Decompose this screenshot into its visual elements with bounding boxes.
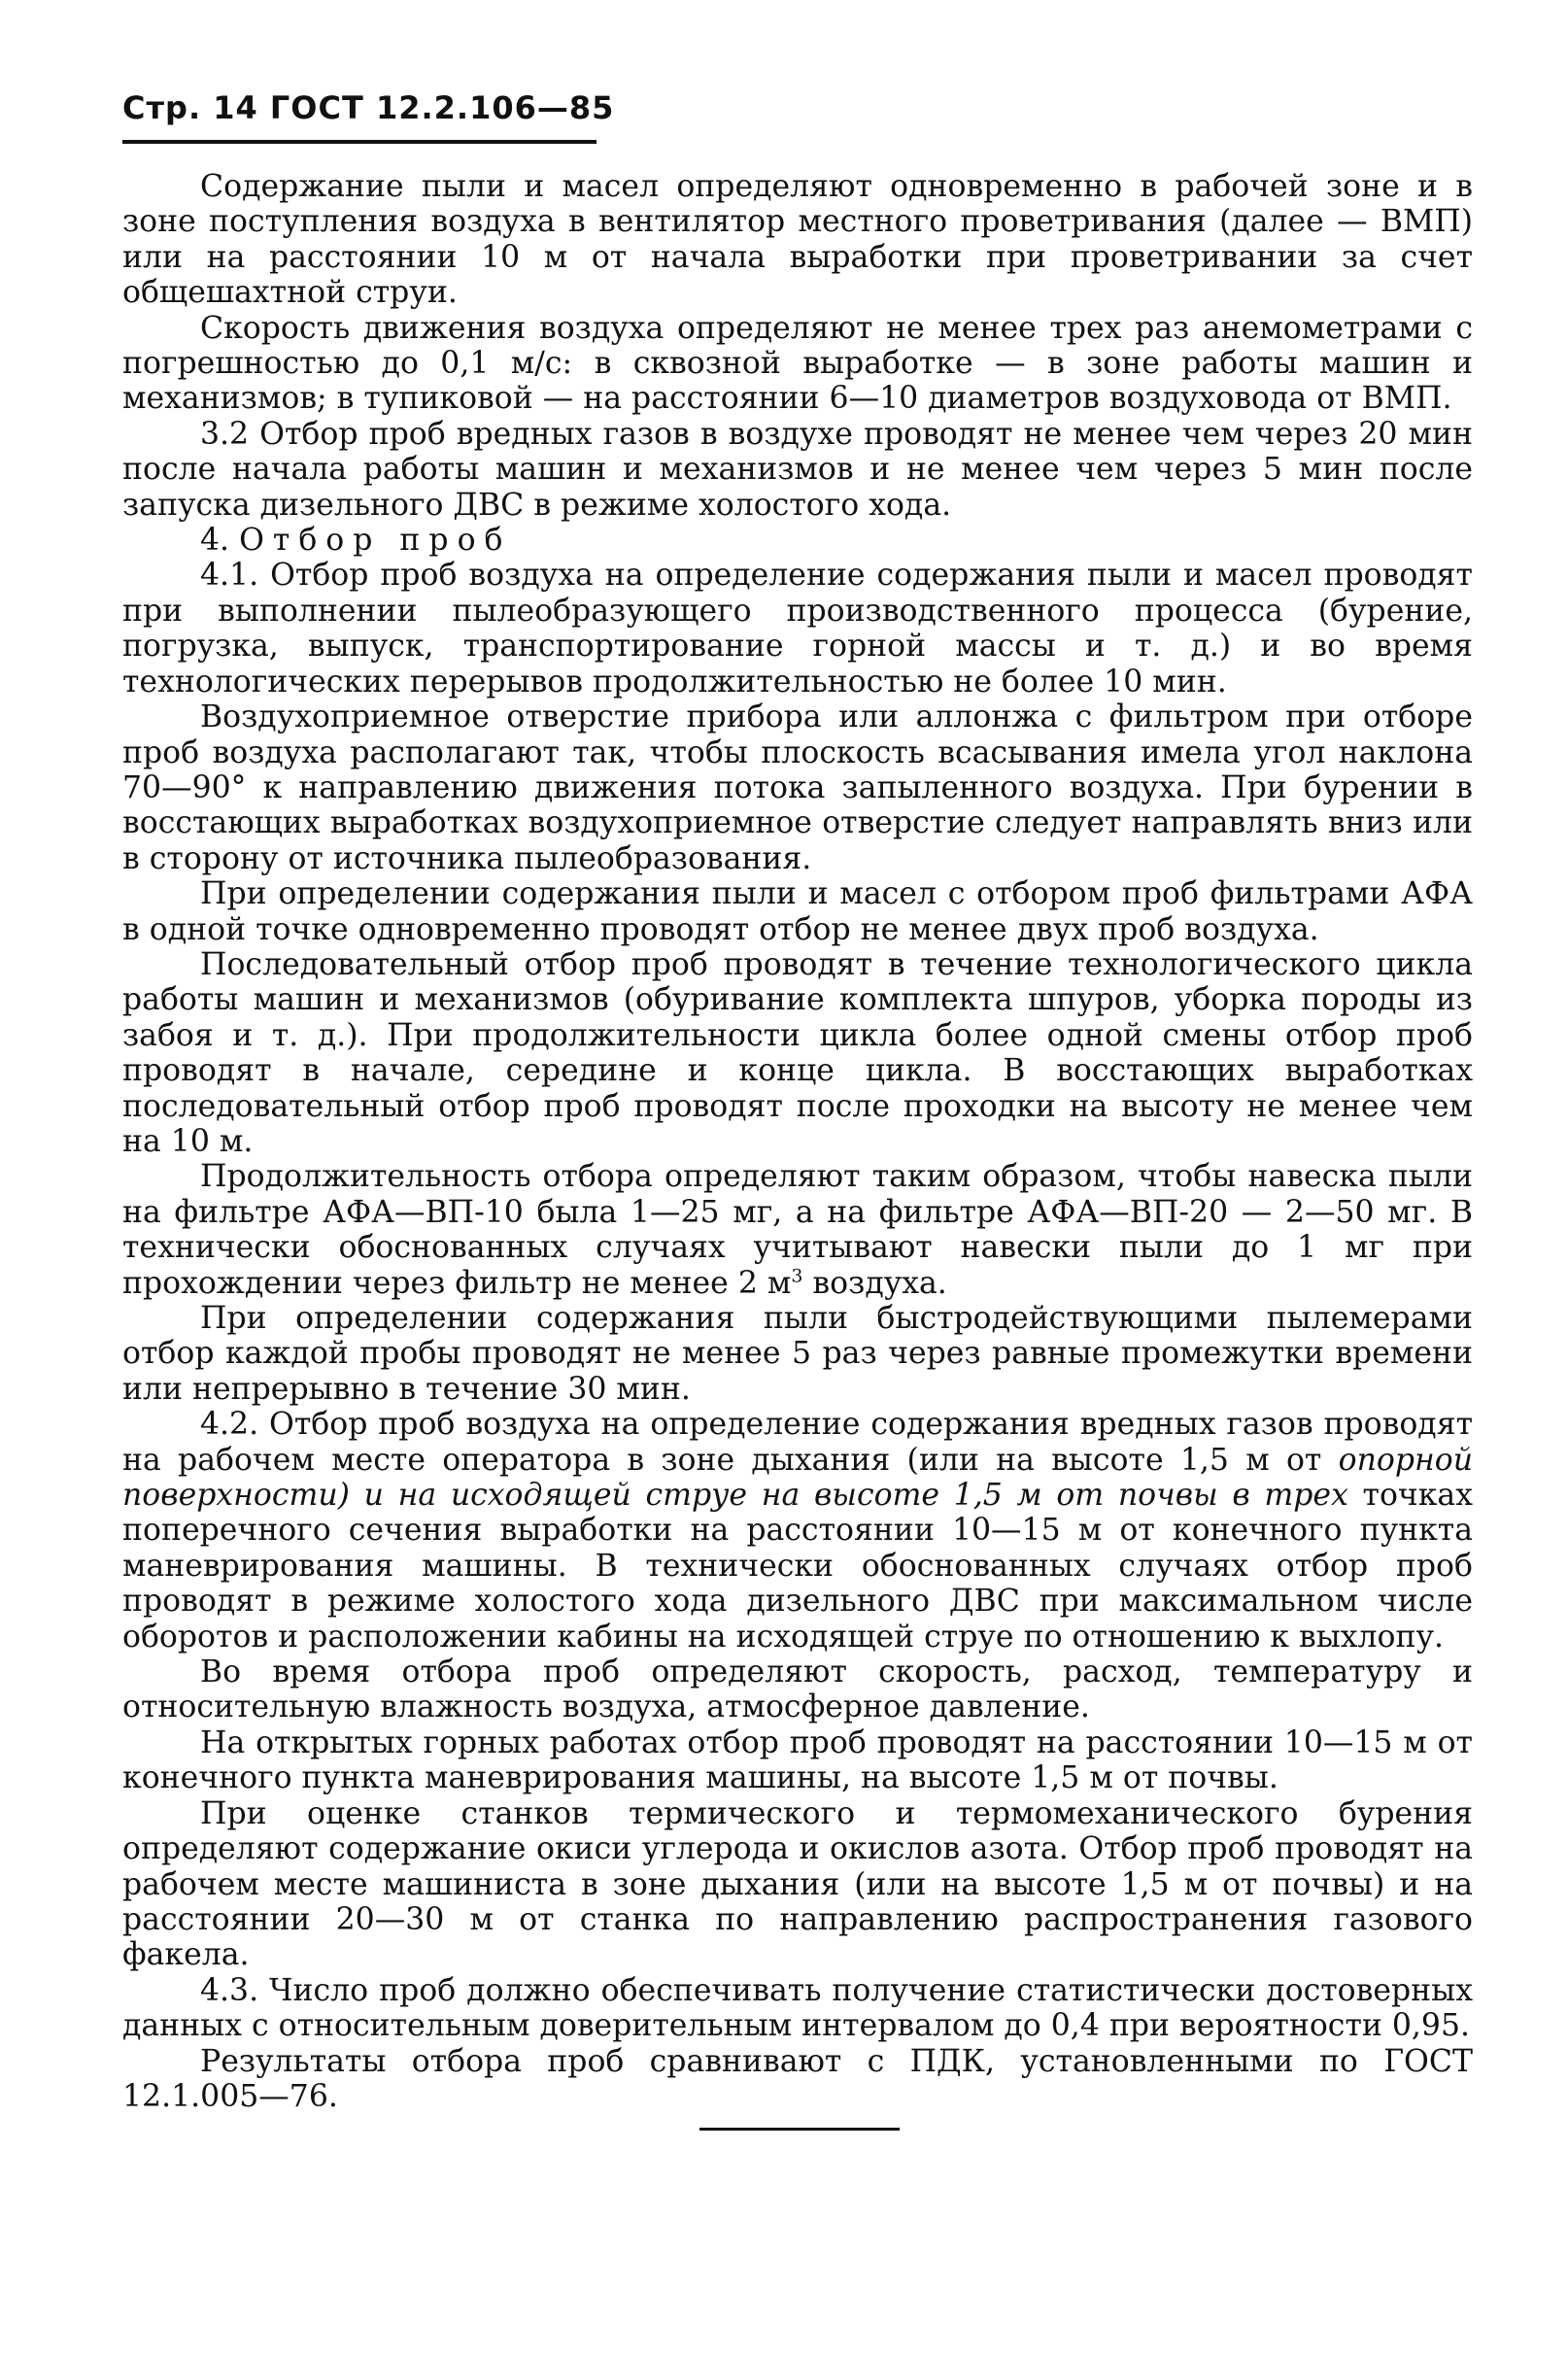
italic-run: опорной поверхности) и на исходящей струе на высоте 1,5 м от почвы в трех [122, 1442, 1473, 1514]
paragraph: На открытых горных работах отбор проб проводят на расстоянии 10—15 м от конечного пункта маневрирования машины, на высоте 1,5 м от почвы. [122, 1724, 1473, 1796]
paragraph: При определении содержания пыли и масел с отбором проб фильтрами АФА в одной точке одновременно проводят отбор не менее двух проб воздуха. [122, 876, 1473, 947]
end-rule [699, 2128, 900, 2131]
paragraph: Содержание пыли и масел определяют одновременно в рабочей зоне и в зоне поступления воздуха в вентилятор местного проветривания (далее — ВМП) или на расстоянии 10 м от начала выработки при проветривании за счет общешахтной струи. [122, 169, 1473, 311]
section-heading [122, 523, 1473, 558]
text-run: воздуха. [802, 1265, 947, 1301]
document-body [122, 169, 1473, 2114]
paragraph [122, 1407, 1473, 1655]
paragraph: При оценке станков термического и термомеханического бурения определяют содержание окиси углерода и окислов азота. Отбор проб проводят на рабочем месте машиниста в зоне дыхания (или на высоте 1,5 м от почвы) и на расстоянии 20—30 м от станка по направлению распространения газового факела. [122, 1795, 1473, 1973]
header-rule [122, 140, 597, 144]
paragraph: Воздухоприемное отверстие прибора или аллонжа с фильтром при отборе проб воздуха располагают так, чтобы плоскость всасывания имела угол наклона 70—90° к направлению движения потока запыленного воздуха. При бурении в восстающих выработках воздухоприемное отверстие следует направлять вниз или в сторону от источника пылеобразования. [122, 700, 1473, 876]
paragraph: Скорость движения воздуха определяют не менее трех раз анемометрами с погрешностью до 0,1 м/с: в сквозной выработке — в зоне работы машин и механизмов; в тупиковой — на расстоянии 6—10 диаметров воздуховода от ВМП. [122, 310, 1473, 417]
text-run: точках поперечного сечения выработки на расстоянии 10—15 м от конечного пункта маневрирования машины. В технически обоснованных случаях отбор проб проводят в режиме холостого хода дизельного ДВС при максимальном числе оборотов и расположении кабины на исходящей струе по отношению к выхлопу. [122, 1478, 1473, 1655]
superscript: 3 [791, 1265, 803, 1287]
page-header: Стр. 14 ГОСТ 12.2.106—85 [122, 89, 615, 126]
paragraph: 3.2 Отбор проб вредных газов в воздухе проводят не менее чем через 20 мин после начала работы машин и механизмов и не менее чем через 5 мин после запуска дизельного ДВС в режиме холостого хода. [122, 416, 1473, 523]
section-title: Отбор проб [239, 523, 512, 559]
paragraph: Результаты отбора проб сравнивают с ПДК, установленными по ГОСТ 12.1.005—76. [122, 2043, 1473, 2114]
paragraph: При определении содержания пыли быстродействующими пылемерами отбор каждой пробы проводят не менее 5 раз через равные промежутки времени или непрерывно в течение 30 мин. [122, 1301, 1473, 1407]
text-run: 4.2. Отбор проб воздуха на определение содержания вредных газов проводят на рабочем месте оператора в зоне дыхания (или на высоте 1,5 м от [122, 1407, 1473, 1478]
paragraph: 4.3. Число проб должно обеспечивать получение статистически достоверных данных с относительным доверительным интервалом до 0,4 при вероятности 0,95. [122, 1972, 1473, 2044]
paragraph: Последовательный отбор проб проводят в течение технологического цикла работы машин и механизмов (обуривание комплекта шпуров, уборка породы из забоя и т. д.). При продолжительности цикла более одной смены отбор проб проводят в начале, середине и конце цикла. В восстающих выработках последовательный отбор проб проводят после проходки на высоту не менее чем на 10 м. [122, 946, 1473, 1159]
paragraph: 4.1. Отбор проб воздуха на определение содержания пыли и масел проводят при выполнении пылеобразующего производственного процесса (бурение, погрузка, выпуск, транспортирование горной массы и т. д.) и во время технологических перерывов продолжительностью не более 10 мин. [122, 558, 1473, 700]
section-number: 4. [200, 523, 230, 559]
paragraph: Во время отбора проб определяют скорость, расход, температуру и относительную влажность воздуха, атмосферное давление. [122, 1655, 1473, 1725]
text-run: Продолжительность отбора определяют таким образом, чтобы навеска пыли на фильтре АФА—ВП-10 была 1—25 мг, а на фильтре АФА—ВП-20 — 2—50 мг. В технически обоснованных случаях учитывают навески пыли до 1 мг при прохождении через фильтр не менее 2 м [122, 1159, 1473, 1301]
paragraph [122, 1159, 1473, 1301]
